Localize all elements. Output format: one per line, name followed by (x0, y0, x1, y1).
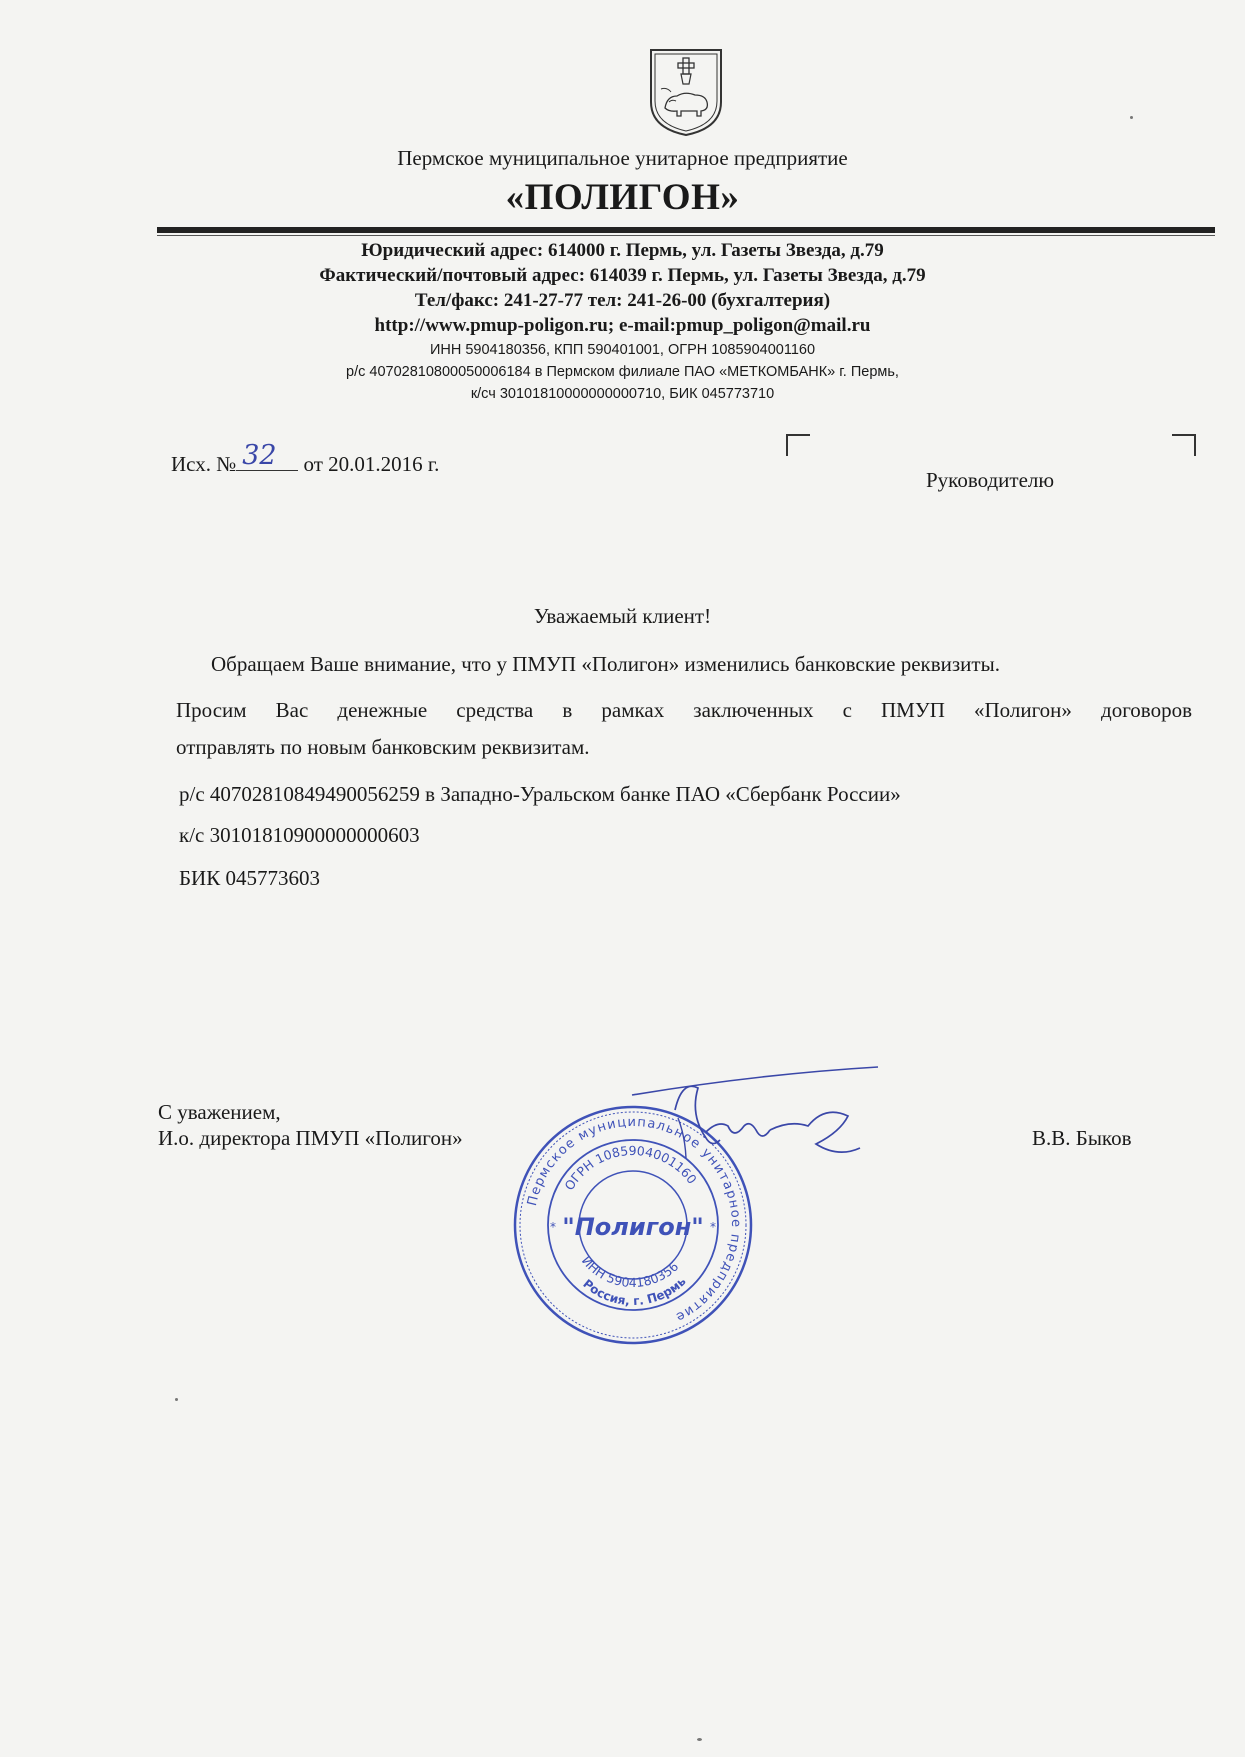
outgoing-reference (171, 440, 440, 477)
stamp-outer-text: Пермское муниципальное унитарное предприятие (524, 1114, 744, 1325)
header-rule (157, 227, 1215, 233)
recipient: Руководителю (926, 468, 1055, 492)
stamp-center-text: "Полигон" (562, 1213, 704, 1241)
address-corner-right (1172, 434, 1196, 456)
new-bik: БИК 045773603 (179, 866, 320, 890)
stamp-ogrn: ОГРН 1085904001160 (561, 1142, 700, 1193)
old-bank-account: р/с 40702810800050006184 в Пермском филиале ПАО «МЕТКОМБАНК» г. Пермь, (346, 364, 899, 380)
outgoing-number: 32 (242, 440, 277, 471)
perm-coat-of-arms-icon (647, 44, 725, 138)
greeting: Уважаемый клиент! (533, 604, 712, 628)
scan-speck (175, 1398, 178, 1401)
scan-speck (697, 1738, 702, 1741)
body-line-2: Просим Вас денежные средства в рамках заключенных с ПМУП «Полигон» договоров (176, 698, 1192, 722)
org-type: Пермское муниципальное унитарное предприятие (397, 146, 848, 170)
signer-position: И.о. директора ПМУП «Полигон» (158, 1126, 463, 1150)
signer-name: В.В. Быков (1032, 1126, 1132, 1150)
company-ids: ИНН 5904180356, КПП 590401001, ОГРН 1085904001160 (429, 342, 816, 358)
header-rule-thin (157, 235, 1215, 236)
old-corr-account: к/сч 30101810000000000710, БИК 045773710 (470, 386, 775, 402)
stamp-inn: ИНН 5904180356 (578, 1252, 682, 1291)
outgoing-date: от 20.01.2016 г. (303, 452, 440, 476)
org-name: «ПОЛИГОН» (505, 177, 740, 218)
new-bank-account: р/с 40702810849490056259 в Западно-Уральском банке ПАО «Сбербанк России» (179, 782, 901, 806)
stamp-star-left-icon: * (550, 1220, 556, 1234)
handwritten-signature (620, 1060, 890, 1180)
scan-speck (1130, 116, 1133, 119)
stamp-city: Россия, г. Пермь (580, 1274, 689, 1309)
new-corr-account: к/с 30101810900000000603 (179, 823, 420, 847)
closing: С уважением, (158, 1100, 281, 1124)
outgoing-prefix: Исх. № (171, 452, 237, 476)
postal-address: Фактический/почтовый адрес: 614039 г. Пермь, ул. Газеты Звезда, д.79 (319, 265, 926, 286)
legal-address: Юридический адрес: 614000 г. Пермь, ул. Газеты Звезда, д.79 (361, 240, 884, 261)
address-corner-left (786, 434, 810, 456)
outgoing-number-field (236, 440, 298, 471)
body-line-3: отправлять по новым банковским реквизитам. (176, 735, 590, 759)
web-and-email: http://www.pmup-poligon.ru; e-mail:pmup_poligon@mail.ru (374, 315, 871, 336)
stamp-star-right-icon: * (710, 1220, 716, 1234)
body-line-1: Обращаем Ваше внимание, что у ПМУП «Полигон» изменились банковские реквизиты. (211, 652, 1000, 676)
phones: Тел/факс: 241-27-77 тел: 241-26-00 (бухгалтерия) (414, 290, 831, 311)
